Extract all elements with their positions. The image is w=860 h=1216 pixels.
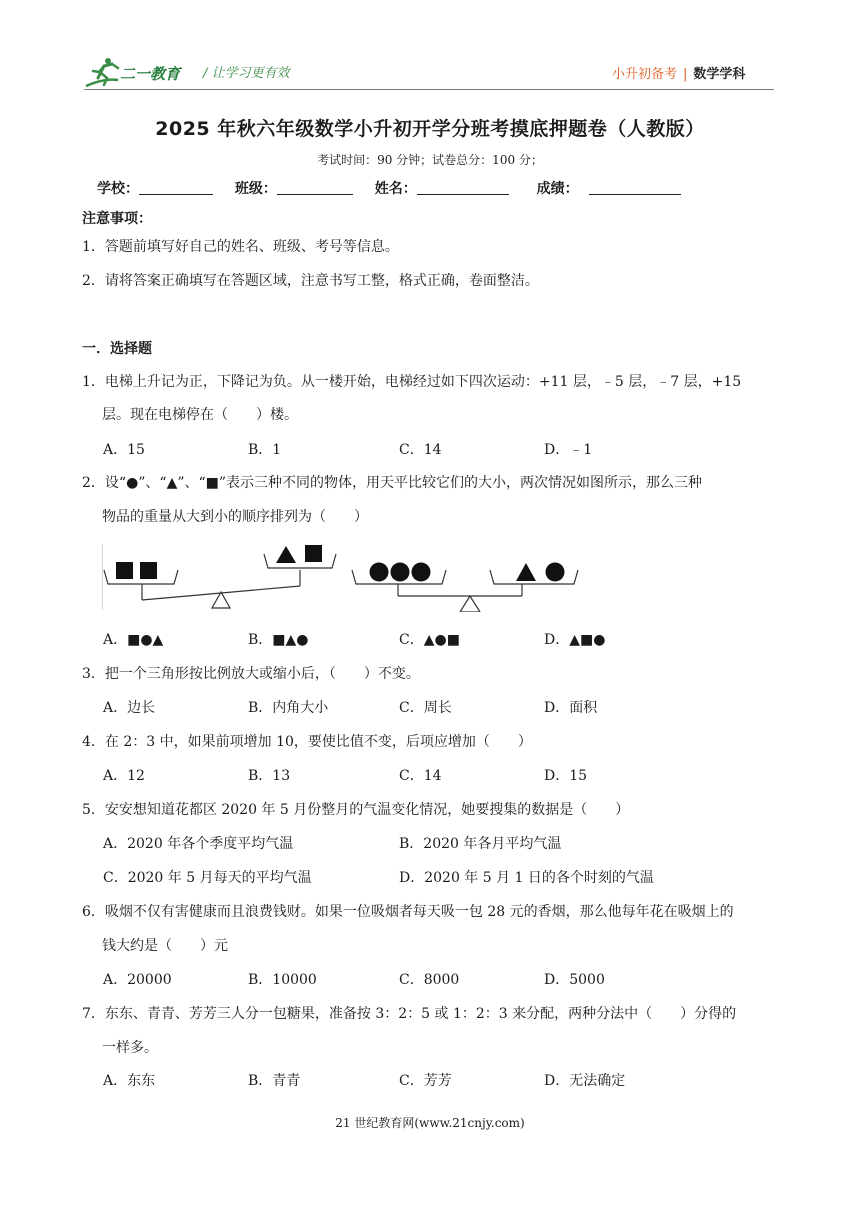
class-blank[interactable]: [277, 180, 353, 195]
q1-option-a[interactable]: A．15: [103, 442, 145, 458]
school-label: 学校：: [97, 181, 139, 197]
square-icon: [305, 545, 322, 562]
q6-option-d[interactable]: D．5000: [544, 972, 605, 988]
scale-2-objects: [370, 563, 565, 582]
header-divider: [84, 89, 774, 90]
q2-option-d[interactable]: D．▲■●: [544, 632, 606, 648]
q3-option-c[interactable]: C．周长: [399, 700, 452, 716]
question-7-line-2: 一样多。: [102, 1040, 158, 1056]
balance-scales-figure: [102, 540, 586, 612]
question-4: 4．在 2：3 中，如果前项增加 10，要使比值不变，后项应增加（ ）: [82, 734, 532, 750]
question-7-line-1: 7．东东、青青、芳芳三人分一包糖果，准备按 3：2：5 或 1：2：3 来分配，两种分法中（ ）分得的: [82, 1006, 737, 1022]
question-3: 3．把一个三角形按比例放大或缩小后，（ ）不变。: [82, 666, 420, 682]
q4-option-b[interactable]: B．13: [248, 768, 291, 784]
q5-option-d[interactable]: D．2020 年 5 月 1 日的各个时刻的气温: [399, 870, 654, 886]
triangle-icon: [276, 546, 296, 563]
slogan: / 让学习更有效: [203, 66, 290, 81]
q7-option-c[interactable]: C．芳芳: [399, 1073, 452, 1089]
header-right: [612, 63, 745, 82]
note-item: 1．答题前填写好自己的姓名、班级、考号等信息。: [82, 239, 399, 255]
exam-info: 考试时间：90 分钟；试卷总分：100 分；: [317, 153, 543, 167]
q5-option-b[interactable]: B．2020 年各月平均气温: [399, 836, 562, 852]
q2-option-a[interactable]: A．■●▲: [103, 632, 164, 648]
q4-option-d[interactable]: D．15: [544, 768, 588, 784]
question-1-line-1: 1．电梯上升记为正，下降记为负。从一楼开始，电梯经过如下四次运动：+11 层，﹣5 层，﹣7 层，+15: [82, 374, 742, 390]
question-2-line-2: 物品的重量从大到小的顺序排列为（ ）: [102, 509, 368, 525]
q7-option-d[interactable]: D．无法确定: [544, 1073, 626, 1089]
scale-1: [102, 544, 336, 610]
circle-icon: [370, 563, 389, 582]
q2-option-b[interactable]: B．■▲●: [248, 632, 309, 648]
q3-option-d[interactable]: D．面积: [544, 700, 598, 716]
q1-option-c[interactable]: C．14: [399, 442, 442, 458]
q6-option-b[interactable]: B．10000: [248, 972, 317, 988]
series-label: 小升初备考: [612, 67, 678, 82]
runner-logo-icon: [84, 56, 194, 90]
logo: [84, 56, 194, 90]
question-2-line-1: 2．设“●”、“▲”、“■”表示三种不同的物体，用天平比较它们的大小，两次情况如图所示，那么三种: [82, 475, 703, 491]
q1-option-b[interactable]: B．1: [248, 442, 282, 458]
question-6-line-2: 钱大约是（ ）元: [102, 938, 228, 954]
class-label: 班级：: [234, 181, 277, 197]
q3-option-b[interactable]: B．内角大小: [248, 700, 329, 716]
square-icon: [140, 562, 157, 579]
subject-label: 数学学科: [693, 67, 746, 82]
question-1-line-2: 层。现在电梯停在（ ）楼。: [102, 407, 298, 423]
triangle-icon: [516, 563, 536, 581]
scale-1-objects: [116, 545, 322, 579]
square-icon: [116, 562, 133, 579]
page-title: 2025 年秋六年级数学小升初开学分班考摸底押题卷（人教版）: [155, 118, 705, 140]
q4-option-a[interactable]: A．12: [103, 768, 145, 784]
note-item: 2．请将答案正确填写在答题区域，注意书写工整，格式正确，卷面整洁。: [82, 273, 539, 289]
page-footer: 21 世纪教育网(www.21cnjy.com): [335, 1116, 525, 1130]
q4-option-c[interactable]: C．14: [399, 768, 442, 784]
q2-option-c[interactable]: C．▲●■: [399, 632, 460, 648]
score-blank[interactable]: [589, 180, 681, 195]
name-label: 姓名：: [374, 181, 417, 197]
question-6-line-1: 6．吸烟不仅有害健康而且浪费钱财。如果一位吸烟者每天吸一包 28 元的香烟，那么他每年花在吸烟上的: [82, 904, 734, 920]
student-info-row: [97, 178, 681, 198]
q5-option-a[interactable]: A．2020 年各个季度平均气温: [103, 836, 294, 852]
circle-icon: [391, 563, 410, 582]
circle-icon: [546, 563, 565, 582]
header-separator: |: [683, 67, 688, 82]
section-heading: 一．选择题: [82, 341, 152, 357]
q6-option-a[interactable]: A．20000: [103, 972, 172, 988]
q5-option-c[interactable]: C．2020 年 5 月每天的平均气温: [103, 870, 312, 886]
notes-heading: 注意事项：: [82, 211, 152, 227]
q7-option-b[interactable]: B．青青: [248, 1073, 301, 1089]
q3-option-a[interactable]: A．边长: [103, 700, 156, 716]
balance-scales-svg: [102, 540, 586, 612]
school-blank[interactable]: [139, 180, 213, 195]
svg-text:二一教育: 二一教育: [120, 65, 181, 83]
name-blank[interactable]: [417, 180, 509, 195]
question-5: 5．安安想知道花都区 2020 年 5 月份整月的气温变化情况，她要搜集的数据是（ ）: [82, 802, 630, 818]
circle-icon: [412, 563, 431, 582]
q1-option-d[interactable]: D．﹣1: [544, 442, 593, 458]
q6-option-c[interactable]: C．8000: [399, 972, 460, 988]
q7-option-a[interactable]: A．东东: [103, 1073, 156, 1089]
score-label: 成绩：: [536, 181, 579, 197]
